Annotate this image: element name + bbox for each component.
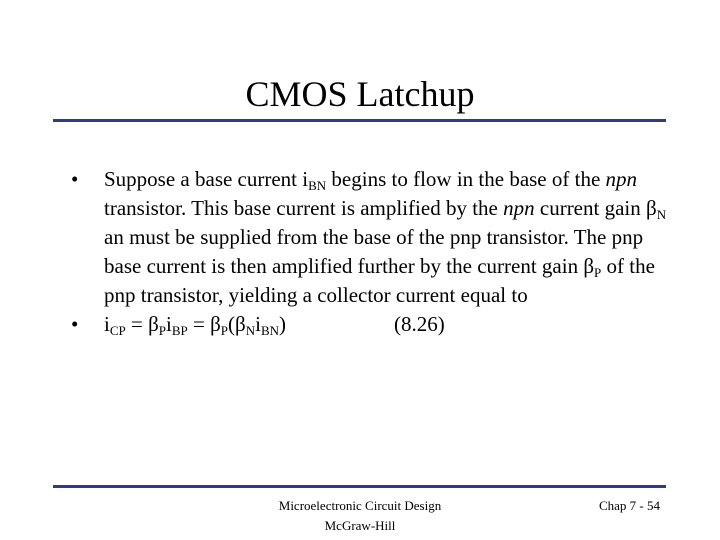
eq-part-7: ) — [279, 312, 287, 336]
bullet1-text-4: current gain β — [534, 196, 657, 220]
eq-part-4: = β — [187, 312, 221, 336]
eq-sub-bn: BN — [260, 323, 280, 338]
italic-npn-2: npn — [503, 196, 535, 220]
bullet-list — [71, 165, 671, 339]
footer-publisher: McGraw-Hill — [324, 518, 396, 533]
bullet-marker: • — [71, 167, 79, 191]
equation-number: (8.26) — [394, 312, 445, 336]
footer-divider — [53, 485, 666, 488]
equation-row — [104, 310, 671, 339]
bullet-item-explanation — [71, 165, 671, 310]
bullet1-text-3: transistor. This base current is amplified by the — [104, 196, 504, 220]
eq-sub-p-1: P — [158, 323, 167, 338]
subscript-n: N — [656, 207, 667, 222]
eq-sub-p-2: P — [220, 323, 229, 338]
eq-sub-n: N — [245, 323, 256, 338]
bullet-item-equation — [71, 310, 671, 339]
footer-book-title: Microelectronic Circuit Design — [278, 498, 442, 513]
eq-part-1: i — [104, 312, 110, 336]
eq-sub-cp: CP — [109, 323, 126, 338]
title-divider — [53, 119, 666, 122]
eq-sub-bp: BP — [171, 323, 188, 338]
bullet1-text-2: begins to flow in the base of the — [326, 167, 606, 191]
equation-expression — [104, 310, 286, 339]
italic-npn-1: npn — [605, 167, 638, 191]
bullet-marker: • — [71, 312, 79, 336]
eq-part-3: i — [166, 312, 172, 336]
eq-part-2: = β — [125, 312, 159, 336]
subscript-p: P — [594, 265, 602, 280]
eq-part-6: i — [255, 312, 261, 336]
bullet1-text-1: Suppose a base current i — [104, 167, 309, 191]
eq-part-5: (β — [228, 312, 246, 336]
footer-source — [240, 496, 480, 536]
bullet1-text-6: of the pnp transistor, yielding a collector current equal to — [104, 254, 655, 307]
bullet1-text-5: an must be supplied from the base of the pnp transistor. The pnp base current is then amplified further by the current gain β — [104, 225, 644, 278]
footer-page-label: Chap 7 - 54 — [598, 498, 660, 513]
subscript-bn: BN — [308, 178, 327, 193]
slide-title: CMOS Latchup — [245, 74, 475, 114]
